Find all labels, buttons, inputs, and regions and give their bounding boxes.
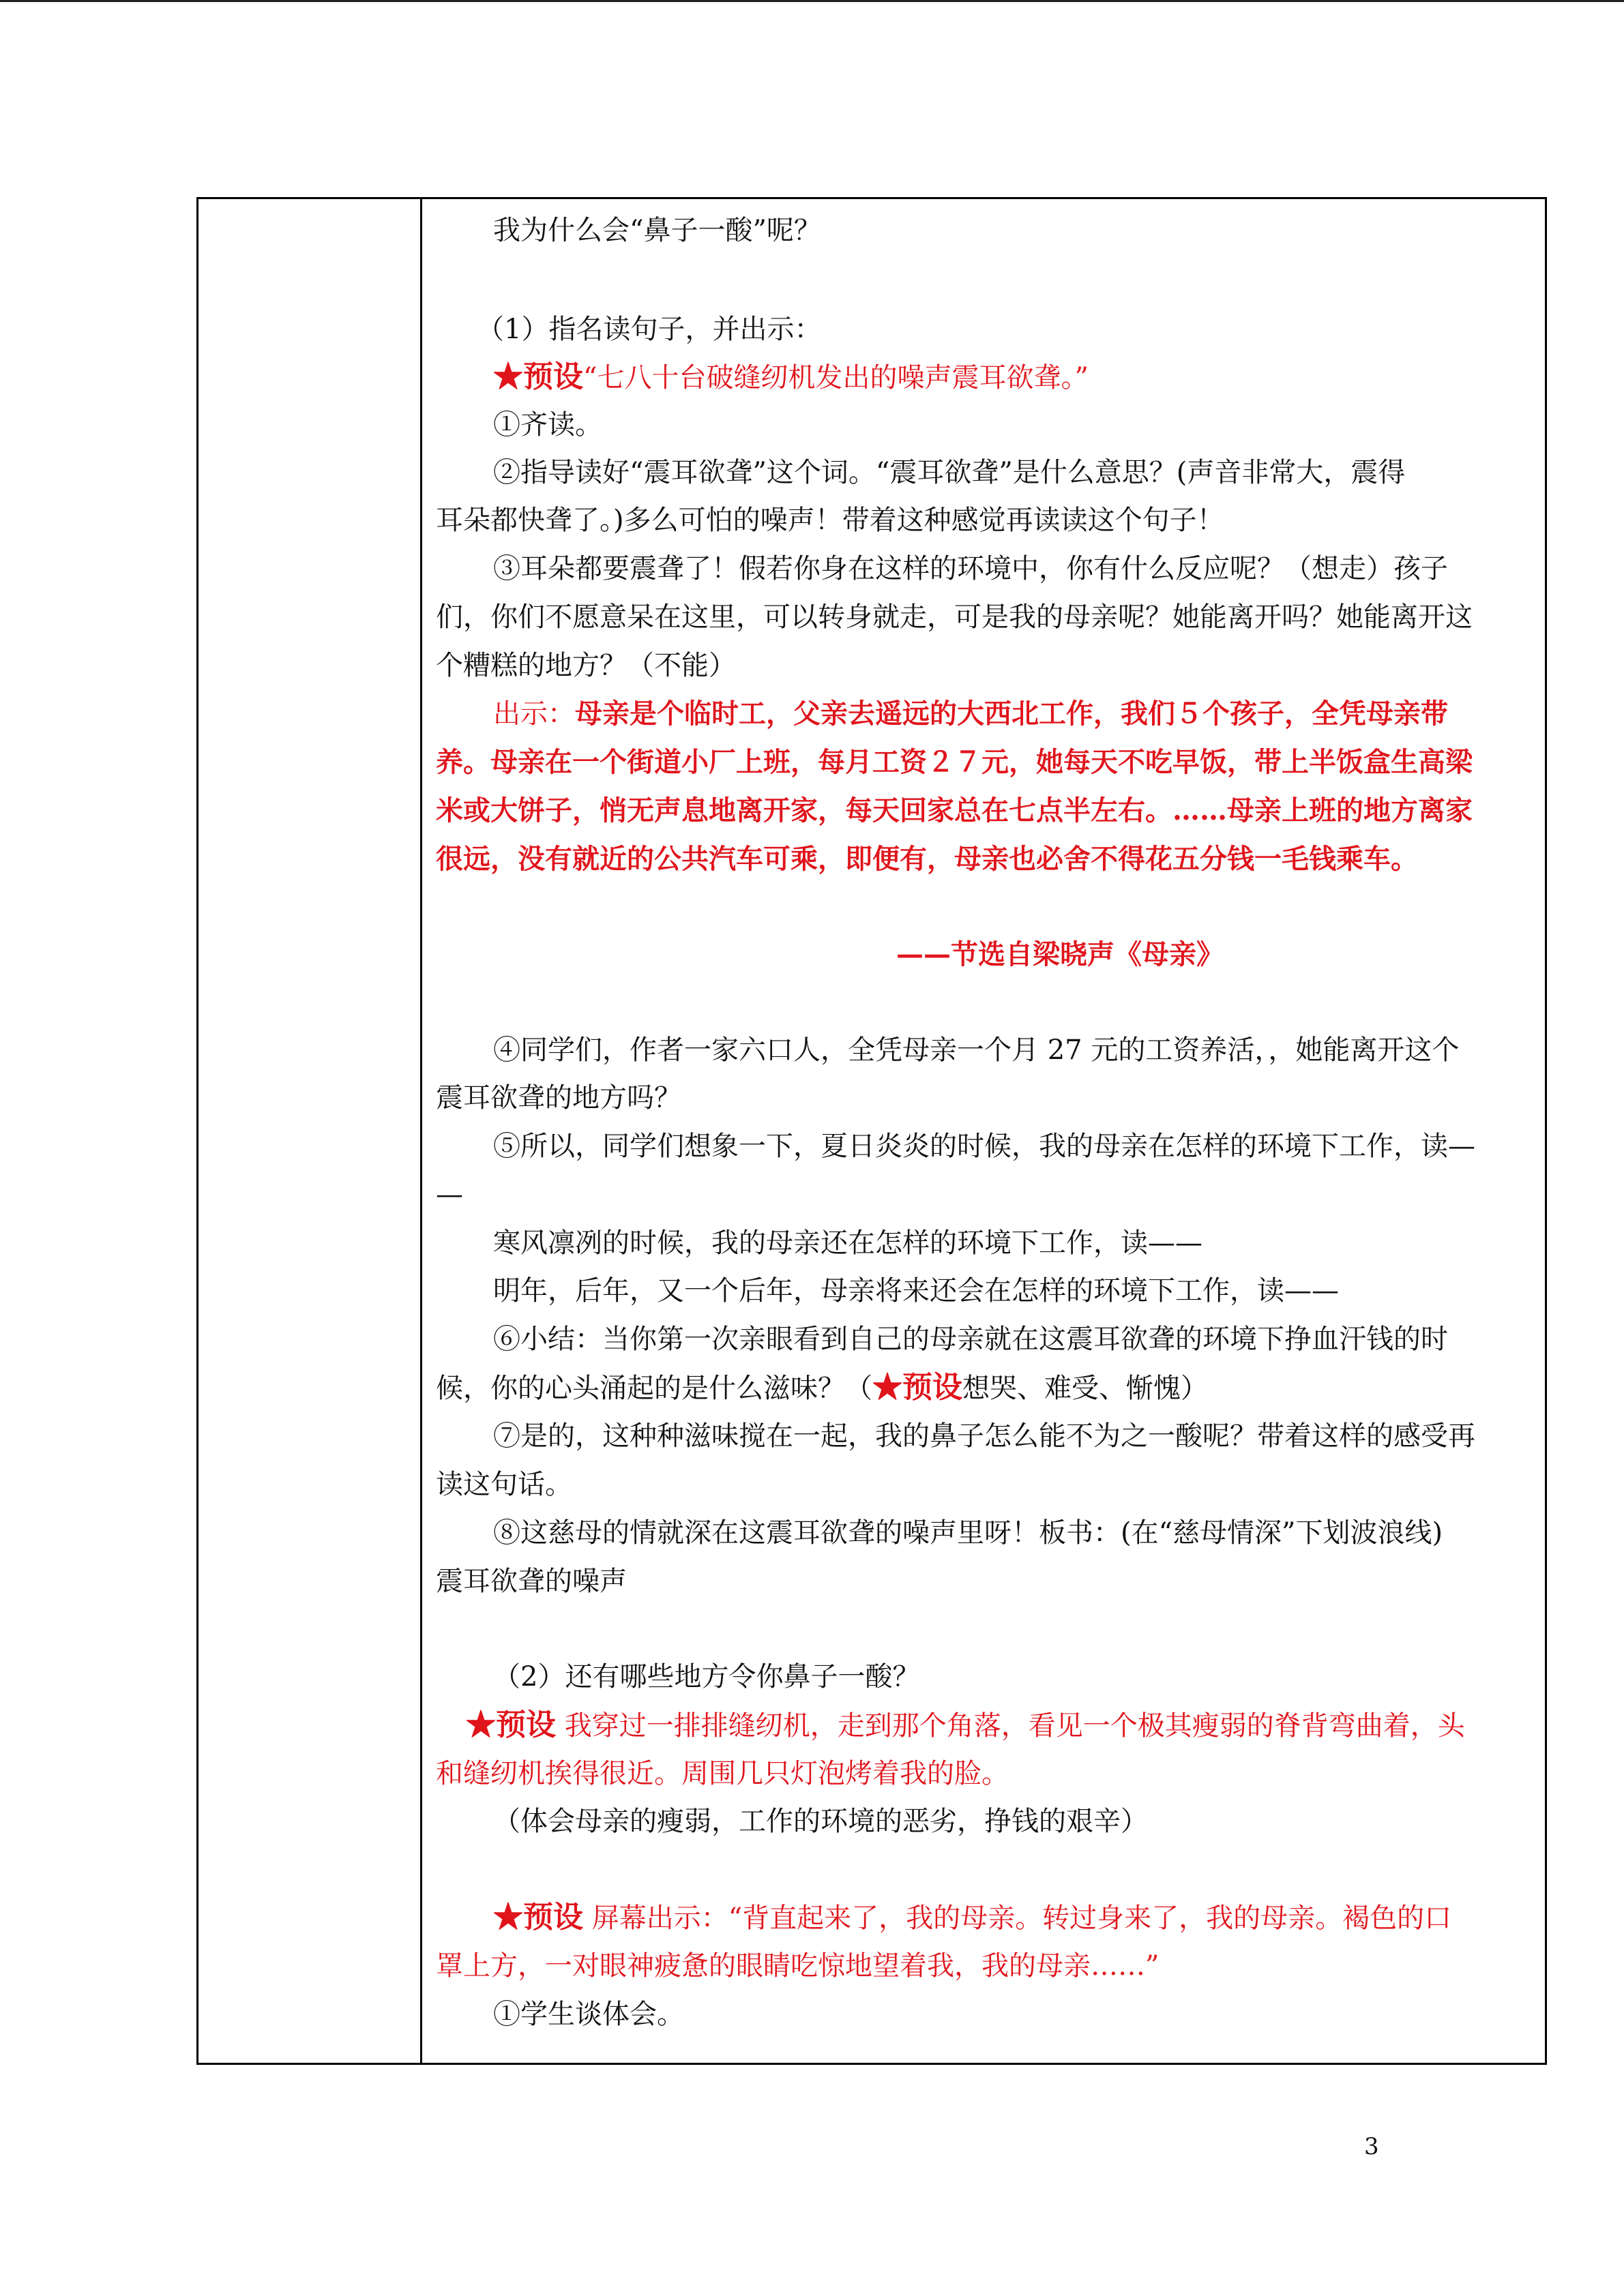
text-line: 震耳欲聋的噪声 <box>436 1566 627 1597</box>
text-line: — <box>436 1179 463 1210</box>
column-divider <box>420 199 422 2063</box>
preset-star-label: ★预设 <box>872 1370 962 1405</box>
preset-text: 屏幕出示：“背直起来了，我的母亲。转过身来了，我的母亲。褐色的口 <box>583 1903 1452 1934</box>
text-line: （体会母亲的瘦弱，工作的环境的恶劣，挣钱的艰辛） <box>493 1806 1148 1837</box>
text-line <box>436 1369 1522 1407</box>
preset-star-label: ★预设 <box>466 1708 556 1742</box>
text-line: ③耳朵都要震聋了！假若你身在这样的环境中，你有什么反应呢？（想走）孩子 <box>493 553 1448 584</box>
top-border-line <box>0 0 1624 2</box>
excerpt-line <box>436 695 1522 733</box>
text-line: ⑧这慈母的情就深在这震耳欲聋的噪声里呀！板书：(在“慈母情深”下划波浪线) <box>493 1517 1443 1549</box>
preset-line: 和缝纫机挨得很近。周围几只灯泡烤着我的脸。 <box>436 1758 1009 1789</box>
excerpt-prefix: 出示： <box>493 698 575 730</box>
text-line: 们，你们不愿意呆在这里，可以转身就走，可是我的母亲呢？她能离开吗？她能离开这 <box>436 601 1473 633</box>
excerpt-text: 母亲是个临时工，父亲去遥远的大西北工作，我们５个孩子，全凭母亲带 <box>575 698 1448 730</box>
text-line: 我为什么会“鼻子一酸”呢？ <box>493 215 821 246</box>
text-line: （1）指名读句子，并出示： <box>477 314 822 345</box>
text-line: ①齐读。 <box>493 409 602 441</box>
text-line: 明年，后年，又一个后年，母亲将来还会在怎样的环境下工作，读—— <box>493 1275 1339 1307</box>
preset-text: 我穿过一排排缝纫机，走到那个角落，看见一个极其瘦弱的脊背弯曲着，头 <box>556 1710 1465 1742</box>
preset-line: 罩上方，一对眼神疲惫的眼睛吃惊地望着我，我的母亲……” <box>436 1950 1160 1982</box>
text-segment: 候，你的心头涌起的是什么滋味？（ <box>436 1373 872 1404</box>
excerpt-source: ——节选自梁晓声《母亲》 <box>896 938 1224 970</box>
text-line: ①学生谈体会。 <box>493 1999 684 2030</box>
text-line: ⑦是的，这种种滋味搅在一起，我的鼻子怎么能不为之一酸呢？带着这样的感受再 <box>493 1420 1475 1452</box>
preset-star-label: ★预设 <box>493 1900 583 1935</box>
excerpt-line: 米或大饼子，悄无声息地离开家，每天回家总在七点半左右。……母亲上班的地方离家 <box>436 794 1473 826</box>
excerpt-line: 很远，没有就近的公共汽车可乘，即便有，母亲也必舍不得花五分钱一毛钱乘车。 <box>436 843 1418 875</box>
text-line: 个糟糕的地方？（不能） <box>436 650 736 681</box>
preset-line <box>436 1706 1522 1745</box>
text-line: （2）还有哪些地方令你鼻子一酸？ <box>493 1661 920 1693</box>
text-line: 震耳欲聋的地方吗？ <box>436 1082 681 1114</box>
text-line: ⑤所以，同学们想象一下，夏日炎炎的时候，我的母亲在怎样的环境下工作，读— <box>493 1131 1475 1162</box>
preset-line <box>436 358 1522 397</box>
page-number: 3 <box>1364 2133 1379 2160</box>
text-line: ②指导读好“震耳欲聋”这个词。“震耳欲聋”是什么意思？(声音非常大，震得 <box>493 457 1406 488</box>
text-line: 读这句话。 <box>436 1469 572 1500</box>
preset-text: “七八十台破缝纫机发出的噪声震耳欲聋。” <box>583 362 1089 393</box>
text-line: ⑥小结：当你第一次亲眼看到自己的母亲就在这震耳欲聋的环境下挣血汗钱的时 <box>493 1324 1448 1355</box>
preset-star-label: ★预设 <box>493 359 583 394</box>
text-line: ④同学们，作者一家六口人，全凭母亲一个月 27 元的工资养活，，她能离开这个 <box>493 1034 1460 1066</box>
excerpt-line: 养。母亲在一个街道小厂上班，每月工资２７元，她每天不吃早饭，带上半饭盒生高梁 <box>436 746 1473 778</box>
text-segment: 想哭、难受、惭愧） <box>962 1373 1208 1404</box>
text-line: 耳朵都快聋了。)多么可怕的噪声！带着这种感觉再读读这个句子！ <box>436 505 1224 536</box>
lesson-table <box>196 197 1547 2065</box>
preset-line <box>436 1898 1522 1937</box>
text-line: 寒风凛冽的时候，我的母亲还在怎样的环境下工作，读—— <box>493 1227 1202 1259</box>
